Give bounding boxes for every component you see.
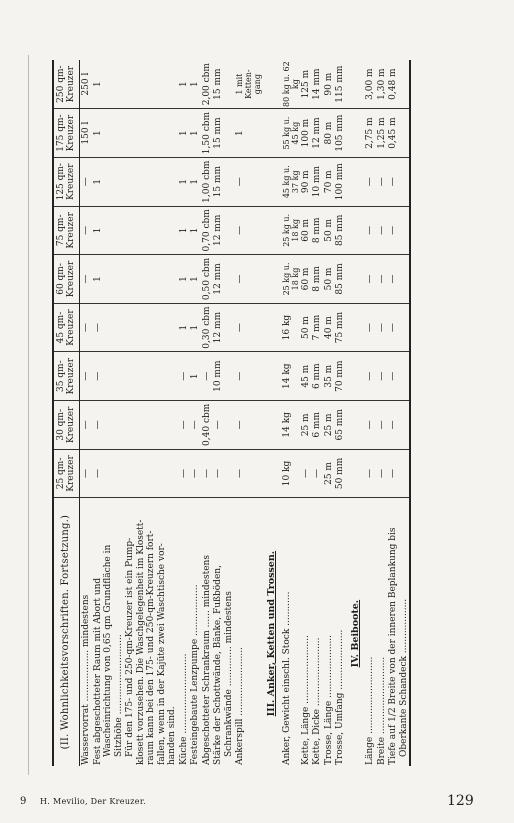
value-cell: 85 mm: [334, 255, 346, 304]
column-header: 25 qm-Kreuzer: [53, 449, 80, 498]
value-cell: 90 m: [323, 60, 335, 109]
row-label: [178, 498, 190, 766]
row-label: [281, 498, 300, 766]
value-cell: 3,00 m: [364, 60, 376, 109]
table-row: [80, 60, 92, 766]
value-cell: —: [189, 401, 201, 450]
table-row: [323, 60, 335, 766]
section-title: III. Anker, Ketten und Trossen.: [266, 550, 277, 717]
value-cell: 1,30 m: [376, 60, 388, 109]
column-header: 125 qm-Kreuzer: [53, 157, 80, 206]
row-label-line: Für den 175- und 250-qm-Kreuzer ist ein Pump-: [125, 537, 135, 757]
value-cell: —: [92, 401, 125, 450]
value-cell: [124, 401, 178, 450]
value-cell: 0,45 m: [387, 109, 410, 158]
value-cell: 1,50 cbm: [201, 109, 213, 158]
row-label-line: Kette, Dicke ........................: [312, 637, 322, 765]
row-label-line: Tiefe auf 1/2 Breite von der inneren Beplankung bis: [388, 527, 398, 765]
value-cell: —: [80, 303, 92, 352]
value-cell: 85 mm: [334, 206, 346, 255]
value-cell: 115 mm: [334, 60, 346, 109]
value-cell: —: [300, 449, 312, 498]
value-cell: 1,00 cbm: [201, 157, 213, 206]
column-header: 60 qm-Kreuzer: [53, 255, 80, 304]
value-cell: 12 mm: [212, 303, 234, 352]
value-cell: 1: [189, 255, 201, 304]
row-label-line: Festeingebaute Lenzpumpe ..................: [190, 584, 200, 765]
value-cell: —: [364, 449, 376, 498]
value-cell: 50 m: [323, 206, 335, 255]
page-gutter-line: [28, 55, 29, 775]
value-cell: 80 m: [323, 109, 335, 158]
footer-author: H. Mevilio, Der Kreuzer.: [40, 797, 146, 806]
value-cell: 1: [189, 352, 201, 401]
value-cell: 1: [92, 255, 125, 304]
table-row: [334, 60, 346, 766]
row-label: [300, 498, 312, 766]
value-cell: [124, 60, 178, 109]
row-label-line: Abgeschotteter Schrankraum ...... mindestens: [201, 555, 212, 765]
value-cell: 1: [92, 157, 125, 206]
value-cell: 1,25 m: [376, 109, 388, 158]
value-cell: —: [387, 401, 410, 450]
value-cell: —: [92, 303, 125, 352]
row-label: [92, 498, 125, 766]
value-cell: 80 kg u. 62 kg: [281, 61, 300, 107]
value-cell: —: [80, 401, 92, 450]
value-cell: 1: [178, 60, 190, 109]
value-cell: [124, 303, 178, 352]
row-label-line: handen sind.: [167, 706, 177, 765]
value-cell: 50 m: [300, 303, 312, 352]
table-row: [311, 60, 323, 766]
value-cell: 45 kg u. 37 kg: [281, 157, 300, 206]
value-cell: [124, 255, 178, 304]
value-cell: —: [234, 401, 262, 450]
row-label-line: Wasservorrat .................. mindestens: [81, 594, 91, 765]
value-cell: 1: [92, 60, 125, 109]
value-cell: —: [376, 255, 388, 304]
value-cell: —: [189, 449, 201, 498]
value-cell: —: [387, 255, 410, 304]
value-cell: 25 m: [323, 401, 335, 450]
value-cell: 55 kg u. 45 kg: [281, 109, 300, 158]
value-cell: 1: [189, 157, 201, 206]
column-header: 75 qm-Kreuzer: [53, 206, 80, 255]
value-cell: 2,75 m: [364, 109, 376, 158]
value-cell: —: [376, 157, 388, 206]
column-header: 35 qm-Kreuzer: [53, 352, 80, 401]
value-cell: 14 kg: [281, 401, 300, 450]
value-cell: 1: [178, 109, 190, 158]
row-label-line: Trosse, Umfang .....................: [335, 629, 345, 765]
row-label: [212, 498, 234, 766]
section-three-rows: [281, 60, 346, 766]
value-cell: 65 mm: [334, 401, 346, 450]
value-cell: —: [178, 352, 190, 401]
value-cell: 70 m: [323, 157, 335, 206]
column-header: 250 qm-Kreuzer: [53, 60, 80, 109]
value-cell: 1: [92, 206, 125, 255]
value-cell: 14 mm: [311, 60, 323, 109]
table-row: [201, 60, 213, 766]
value-cell: 70 mm: [334, 352, 346, 401]
value-cell: 1: [92, 109, 125, 158]
value-cell: 105 mm: [334, 109, 346, 158]
column-header: 175 qm-Kreuzer: [53, 109, 80, 158]
row-label-line: raum kann bei den 175- und 250-qm-Kreuzern fort-: [146, 530, 156, 765]
table-row: [92, 60, 125, 766]
value-cell: —: [311, 449, 323, 498]
value-cell: —: [364, 401, 376, 450]
value-cell: 1: [234, 109, 262, 158]
value-cell: —: [364, 157, 376, 206]
value-cell: 15 mm: [212, 157, 234, 206]
row-label-line: Schrankwände .............. mindestens: [223, 591, 234, 757]
row-label-line: klosett vorzusehen. Die Waschgelegenheit im Klosett-: [135, 519, 146, 765]
row-label-line: Oberkante Schandeck ...................: [398, 598, 409, 757]
value-cell: [124, 157, 178, 206]
table-row: [376, 60, 388, 766]
value-cell: —: [234, 206, 262, 255]
value-cell: 16 kg: [281, 303, 300, 352]
row-label-line: Fest abgeschotteter Raum mit Abort und: [92, 577, 103, 765]
value-cell: —: [387, 303, 410, 352]
value-cell: —: [364, 303, 376, 352]
value-cell: 1: [178, 255, 190, 304]
value-cell: —: [234, 352, 262, 401]
value-cell: 250 l: [80, 60, 92, 109]
row-label-line: Wascheinrichtung von 0,65 qm Grundfläche in: [103, 544, 113, 757]
value-cell: 7 mm: [311, 303, 323, 352]
value-cell: 15 mm: [212, 109, 234, 158]
value-cell: 12 mm: [212, 206, 234, 255]
value-cell: —: [376, 449, 388, 498]
row-label: [364, 498, 376, 766]
value-cell: 0,30 cbm: [201, 303, 213, 352]
value-cell: 100 m: [300, 109, 312, 158]
value-cell: [124, 206, 178, 255]
rotated-table-page: [52, 60, 456, 766]
value-cell: —: [80, 206, 92, 255]
value-cell: 15 mm: [212, 60, 234, 109]
value-cell: —: [234, 157, 262, 206]
row-label-line: Breite ...........................: [376, 656, 387, 765]
value-cell: —: [376, 401, 388, 450]
value-cell: 0,50 cbm: [201, 255, 213, 304]
value-cell: —: [387, 206, 410, 255]
value-cell: [124, 449, 178, 498]
value-cell: 1: [189, 303, 201, 352]
value-cell: [124, 109, 178, 158]
table-row: [364, 60, 376, 766]
section-two-rows: [80, 60, 263, 766]
value-cell: 2,00 cbm: [201, 60, 213, 109]
value-cell: —: [92, 352, 125, 401]
row-label: [311, 498, 323, 766]
value-cell: —: [364, 255, 376, 304]
value-cell: —: [234, 449, 262, 498]
value-cell: —: [387, 449, 410, 498]
table-row: [178, 60, 190, 766]
section-four-rows: [364, 60, 410, 766]
value-cell: —: [234, 303, 262, 352]
value-cell: 6 mm: [311, 401, 323, 450]
section-title: IV. Beiboote.: [349, 599, 361, 668]
value-cell: 60 m: [300, 255, 312, 304]
value-cell: 1 mit Ketten-gang: [234, 60, 262, 109]
value-cell: 10 kg: [281, 449, 300, 498]
column-header: 45 qm-Kreuzer: [53, 303, 80, 352]
value-cell: —: [234, 255, 262, 304]
value-cell: 45 m: [300, 352, 312, 401]
value-cell: 50 mm: [334, 449, 346, 498]
value-cell: —: [178, 449, 190, 498]
table-row: [212, 60, 234, 766]
table-header-row: [53, 60, 80, 766]
value-cell: 14 kg: [281, 352, 300, 401]
table-row: [281, 60, 300, 766]
value-cell: 150 l: [80, 109, 92, 158]
page-number: 129: [447, 793, 474, 809]
row-label: [387, 498, 410, 766]
row-label-line: Kette, Länge ........................: [300, 635, 311, 765]
row-label-line: Sitzhöhe ............................: [113, 634, 124, 757]
row-label-line: Küche ............................: [178, 653, 189, 765]
row-label-line: Ankerspill ........................: [235, 647, 245, 765]
column-header: 30 qm-Kreuzer: [53, 401, 80, 450]
value-cell: —: [201, 449, 213, 498]
value-cell: 1: [189, 206, 201, 255]
table-row: [124, 60, 178, 766]
footer-signature-number: 9: [20, 796, 27, 807]
value-cell: 0,40 cbm: [201, 401, 213, 450]
value-cell: 100 mm: [334, 157, 346, 206]
value-cell: —: [376, 352, 388, 401]
value-cell: 60 m: [300, 206, 312, 255]
value-cell: —: [376, 303, 388, 352]
value-cell: —: [80, 255, 92, 304]
row-label-line: fallen, wenn in der Kajüte zwei Waschtische vor-: [156, 543, 167, 765]
row-label: [124, 498, 178, 766]
value-cell: —: [178, 401, 190, 450]
value-cell: [124, 352, 178, 401]
row-label-line: Anker, Gewicht einschl. Stock ............: [281, 591, 292, 765]
table-row: [234, 60, 262, 766]
value-cell: 0,48 m: [387, 60, 410, 109]
table-row: [300, 60, 312, 766]
value-cell: —: [212, 401, 234, 450]
row-label: [376, 498, 388, 766]
value-cell: —: [364, 352, 376, 401]
value-cell: 10 mm: [212, 352, 234, 401]
row-label-line: Stärke der Schottwände, Bänke, Fußböden,: [213, 565, 223, 765]
value-cell: 25 m: [300, 401, 312, 450]
section-four-heading: [346, 60, 365, 766]
value-cell: —: [387, 157, 410, 206]
value-cell: —: [80, 157, 92, 206]
regulations-table: [52, 60, 411, 766]
row-label: [323, 498, 335, 766]
value-cell: —: [387, 352, 410, 401]
value-cell: —: [376, 206, 388, 255]
value-cell: 12 mm: [311, 109, 323, 158]
row-label: [201, 498, 213, 766]
table-title: (II. Wohnlichkeitsvorschriften. Fortsetzung.): [53, 498, 80, 766]
value-cell: 40 m: [323, 303, 335, 352]
value-cell: 1: [189, 60, 201, 109]
value-cell: 125 m: [300, 60, 312, 109]
value-cell: 6 mm: [311, 352, 323, 401]
value-cell: —: [80, 449, 92, 498]
row-label: [189, 498, 201, 766]
row-label: [334, 498, 346, 766]
value-cell: 1: [189, 109, 201, 158]
table-row: [189, 60, 201, 766]
value-cell: 1: [178, 206, 190, 255]
value-cell: —: [80, 352, 92, 401]
value-cell: 25 m: [323, 449, 335, 498]
value-cell: 90 m: [300, 157, 312, 206]
table-row: [387, 60, 410, 766]
row-label-line: Trosse, Länge ......................: [323, 634, 334, 765]
row-label-line: Länge ...........................: [365, 656, 375, 765]
value-cell: 75 mm: [334, 303, 346, 352]
value-cell: 25 kg u. 18 kg: [281, 255, 300, 304]
value-cell: 50 m: [323, 255, 335, 304]
value-cell: —: [201, 352, 213, 401]
value-cell: 0,70 cbm: [201, 206, 213, 255]
value-cell: —: [92, 449, 125, 498]
value-cell: 10 mm: [311, 157, 323, 206]
section-three-heading: [262, 60, 281, 766]
value-cell: 1: [178, 303, 190, 352]
row-label: [234, 498, 262, 766]
value-cell: 1: [178, 157, 190, 206]
value-cell: 25 kg u. 18 kg: [281, 206, 300, 255]
value-cell: 12 mm: [212, 255, 234, 304]
value-cell: —: [364, 206, 376, 255]
value-cell: —: [212, 449, 234, 498]
row-label: [80, 498, 92, 766]
value-cell: 8 mm: [311, 206, 323, 255]
value-cell: 35 m: [323, 352, 335, 401]
value-cell: 8 mm: [311, 255, 323, 304]
